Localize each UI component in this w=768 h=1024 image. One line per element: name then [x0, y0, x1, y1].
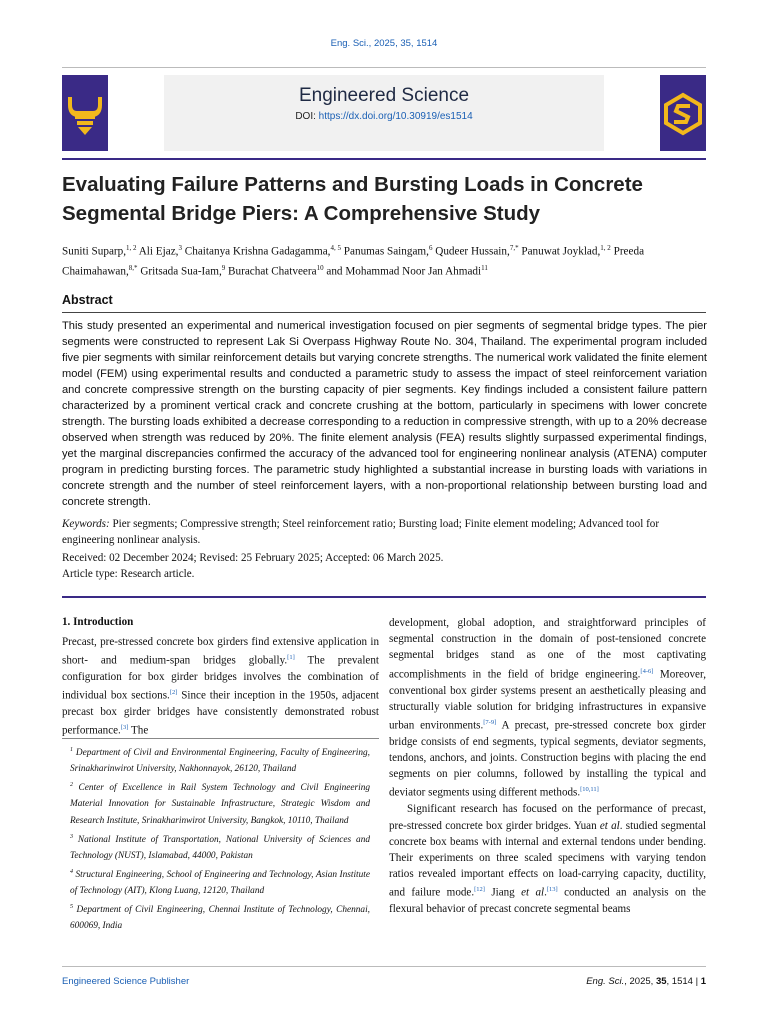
reference-link[interactable]: [7-9]	[483, 718, 497, 726]
reference-link[interactable]: [13]	[546, 886, 558, 894]
body-text: A precast, pre-stressed concrete box girder bridge consists of end segments, typical segments, deviator segments, tendons, anchors, and joints. Construction begins with placing the end segments on pier columns, followed by installing the typical and deviator segments using different methods.	[389, 719, 706, 800]
italic-text: et al	[599, 819, 620, 832]
author-affiliation-mark: 3	[178, 244, 182, 252]
footer-year: , 2025,	[624, 976, 656, 987]
affiliation-text: Center of Excellence in Rail System Technology and Civil Engineering Material Innovation for Sustainable Infrastructure, Strategic Wisdom and Research Institute, Srinakharinwirot University, Bangkok, 10110, Thailand	[70, 783, 370, 826]
author-name: Burachat Chatveera	[225, 265, 317, 278]
hexagon-s-logo-icon	[660, 75, 706, 151]
reference-link[interactable]: [12]	[474, 886, 485, 894]
affiliation-text: Structural Engineering, School of Engineering and Technology, Asian Institute of Technology (AIT), Klong Luang, 12120, Thailand	[70, 870, 370, 897]
author-name: Gritsada Sua-Iam,	[137, 265, 222, 278]
affiliation-text: National Institute of Transportation, National University of Sciences and Technology (NUST), Islamabad, 44000, Pakistan	[70, 834, 370, 861]
footer-journal: Eng. Sci.	[586, 976, 625, 987]
body-text: Moreover, conventional box girder systems present an aesthetically pleasing and structurally viable solution for bridging infrastructures in expansive urban environments.	[389, 668, 706, 732]
author-name: Panumas Saingam,	[340, 245, 429, 258]
author-affiliation-mark: 10	[316, 264, 324, 273]
author-affiliation-mark: 7,*	[509, 244, 519, 252]
intro-heading: 1. Introduction	[62, 616, 134, 628]
intro-left-column	[62, 634, 379, 739]
author-affiliation-mark: 6	[428, 244, 433, 252]
body-text: .	[544, 887, 547, 899]
article-type: Article type: Research article.	[62, 568, 195, 580]
footer-citation	[586, 976, 706, 987]
author-affiliation-mark: 8,*	[128, 264, 138, 273]
reference-link[interactable]: [2]	[169, 689, 178, 697]
header-divider	[62, 158, 706, 160]
reference-link[interactable]: [4-6]	[640, 667, 654, 675]
author-affiliation-mark: 9	[221, 264, 226, 273]
section-divider	[62, 596, 706, 598]
author-name: and Mohammad Noor Jan Ahmadi	[323, 265, 482, 278]
footer-article-no: , 1514 |	[666, 976, 701, 987]
body-text: The prevalent configuration for box girder bridges involves the combination of individual box sections.	[62, 654, 379, 702]
reference-link[interactable]: [10,11]	[580, 786, 599, 794]
author-list	[62, 240, 712, 280]
keywords-label: Keywords:	[62, 518, 110, 530]
abstract-divider	[62, 312, 706, 313]
top-divider	[62, 67, 706, 68]
affiliation-number: 1	[70, 747, 73, 753]
affiliation-text: Department of Civil and Environmental Engineering, Faculty of Engineering, Srinakharinwirot University, Nakhonnayok, 26120, Thailand	[70, 748, 370, 775]
footer-publisher: Engineered Science Publisher	[62, 976, 190, 987]
keywords-text: Pier segments; Compressive strength; Steel reinforcement ratio; Bursting load; Finite element modeling; Advanced tool for engineering nonlinear analysis.	[62, 518, 660, 546]
bull-horns-logo-icon	[62, 75, 108, 151]
author-name: Preeda Chaimahawan,	[62, 245, 645, 278]
author-affiliation-mark: 4, 5	[330, 244, 341, 252]
author-name: Ali Ejaz,	[136, 245, 179, 258]
intro-right-paragraph-2	[389, 801, 706, 917]
footer-page: 1	[700, 976, 706, 987]
article-title: Evaluating Failure Patterns and Bursting Loads in Concrete Segmental Bridge Piers: A Comprehensive Study	[62, 173, 643, 225]
affiliation-item	[70, 777, 370, 828]
doi-label: DOI:	[295, 111, 316, 122]
top-citation: Eng. Sci., 2025, 35, 1514	[330, 38, 438, 49]
keywords	[62, 516, 707, 548]
affiliation-item	[70, 864, 370, 899]
body-text: Jiang	[484, 887, 522, 899]
author-name: Qudeer Hussain,	[432, 245, 510, 258]
body-text: The	[128, 725, 149, 738]
affiliation-item	[70, 742, 370, 777]
affiliations	[70, 742, 370, 935]
abstract-text: This study presented an experimental and numerical investigation focused on pier segments of segmental bridge types. The pier segments were constructed to represent Lak Si Overpass Highway Route No. 304, Thailand. The experimental program included five pier segments with similar reinforcement details but varying concrete strengths. The numerical work validated the finite element model (FEM) using experimental results and conducted a parametric study to assess the impact of steel reinforcement variation and concrete compressive strength on the bursting capacity of pier segments. Key findings included a consistent failure pattern characterized by a prominent vertical crack and concrete crushing at the bottom, particularly in specimens with lower concrete strength. The bursting loads exhibited a decrease corresponding to a reduction in compressive strength, with up to a 20% decrease observed when strength was reduced by 20%. The finite element analysis (FEA) results slightly surpassed experimental findings, yet the marginal discrepancies confirmed the accuracy of the advanced tool for engineering nonlinear analysis (ATENA) computer program in predicting bursting forces. The parametric study highlighted a substantial increase in bursting loads with variations in concrete strength and the number of steel reinforcement layers, with a non-proportional relationship between bursting load and concrete strength.	[62, 320, 707, 508]
reference-link[interactable]: [1]	[287, 654, 295, 662]
footer-divider	[62, 966, 706, 967]
author-affiliation-mark: 1, 2	[600, 244, 611, 252]
italic-text: et al	[521, 887, 545, 899]
journal-name: Engineered Science	[298, 85, 470, 106]
received-dates: Received: 02 December 2024; Revised: 25 February 2025; Accepted: 06 March 2025.	[62, 552, 444, 564]
body-text: conducted an analysis on the flexural behavior of precast concrete segmental beams	[389, 887, 706, 916]
intro-right-paragraph-1	[389, 615, 706, 801]
affiliation-item	[70, 899, 370, 934]
affiliation-number: 3	[70, 833, 73, 840]
body-text: Since their inception in the 1950s, adjacent precast box girder bridges have consistently demonstrated robust performance.	[62, 689, 379, 738]
body-text: development, global adoption, and straightforward principles of segmental construction in the domain of post-tensioned concrete segmental bridges stand as one of the most captivating accomplishments in the field of bridge engineering.	[389, 617, 706, 681]
footer-volume: 35	[655, 976, 667, 987]
author-name: Panuwat Joyklad,	[518, 245, 601, 258]
author-affiliation-mark: 1, 2	[126, 244, 137, 252]
affiliation-item	[70, 829, 370, 864]
intro-left-paragraph	[62, 634, 379, 739]
doi-line	[164, 111, 604, 122]
author-name: Suniti Suparp,	[62, 245, 127, 258]
abstract-heading: Abstract	[62, 293, 113, 307]
author-affiliation-mark: 11	[481, 264, 488, 273]
author-name: Chaitanya Krishna Gadagamma,	[181, 245, 331, 258]
body-text: . studied segmental concrete box beams with internal and external tendons under bending. Their experiments on three scaled specimens with varying tendon ratios revealed important effects on load-carrying capacity, ductility, and failure mode.	[389, 819, 707, 899]
affiliation-number: 5	[70, 904, 73, 911]
affiliation-text: Department of Civil Engineering, Chennai Institute of Technology, Chennai, 600069, India	[70, 905, 370, 932]
body-text: Precast, pre-stressed concrete box girders find extensive application in short- and medium-span bridges globally.	[62, 636, 379, 667]
reference-link[interactable]: [3]	[120, 724, 129, 732]
intro-right-column	[389, 615, 706, 917]
body-text: Significant research has focused on the performance of precast, pre-stressed concrete box girder bridges. Yuan	[389, 803, 706, 832]
doi-link[interactable]: https://dx.doi.org/10.30919/es1514	[318, 111, 473, 122]
affiliation-number: 2	[70, 782, 73, 789]
affiliation-divider	[62, 738, 379, 739]
affiliation-number: 4	[70, 868, 73, 875]
